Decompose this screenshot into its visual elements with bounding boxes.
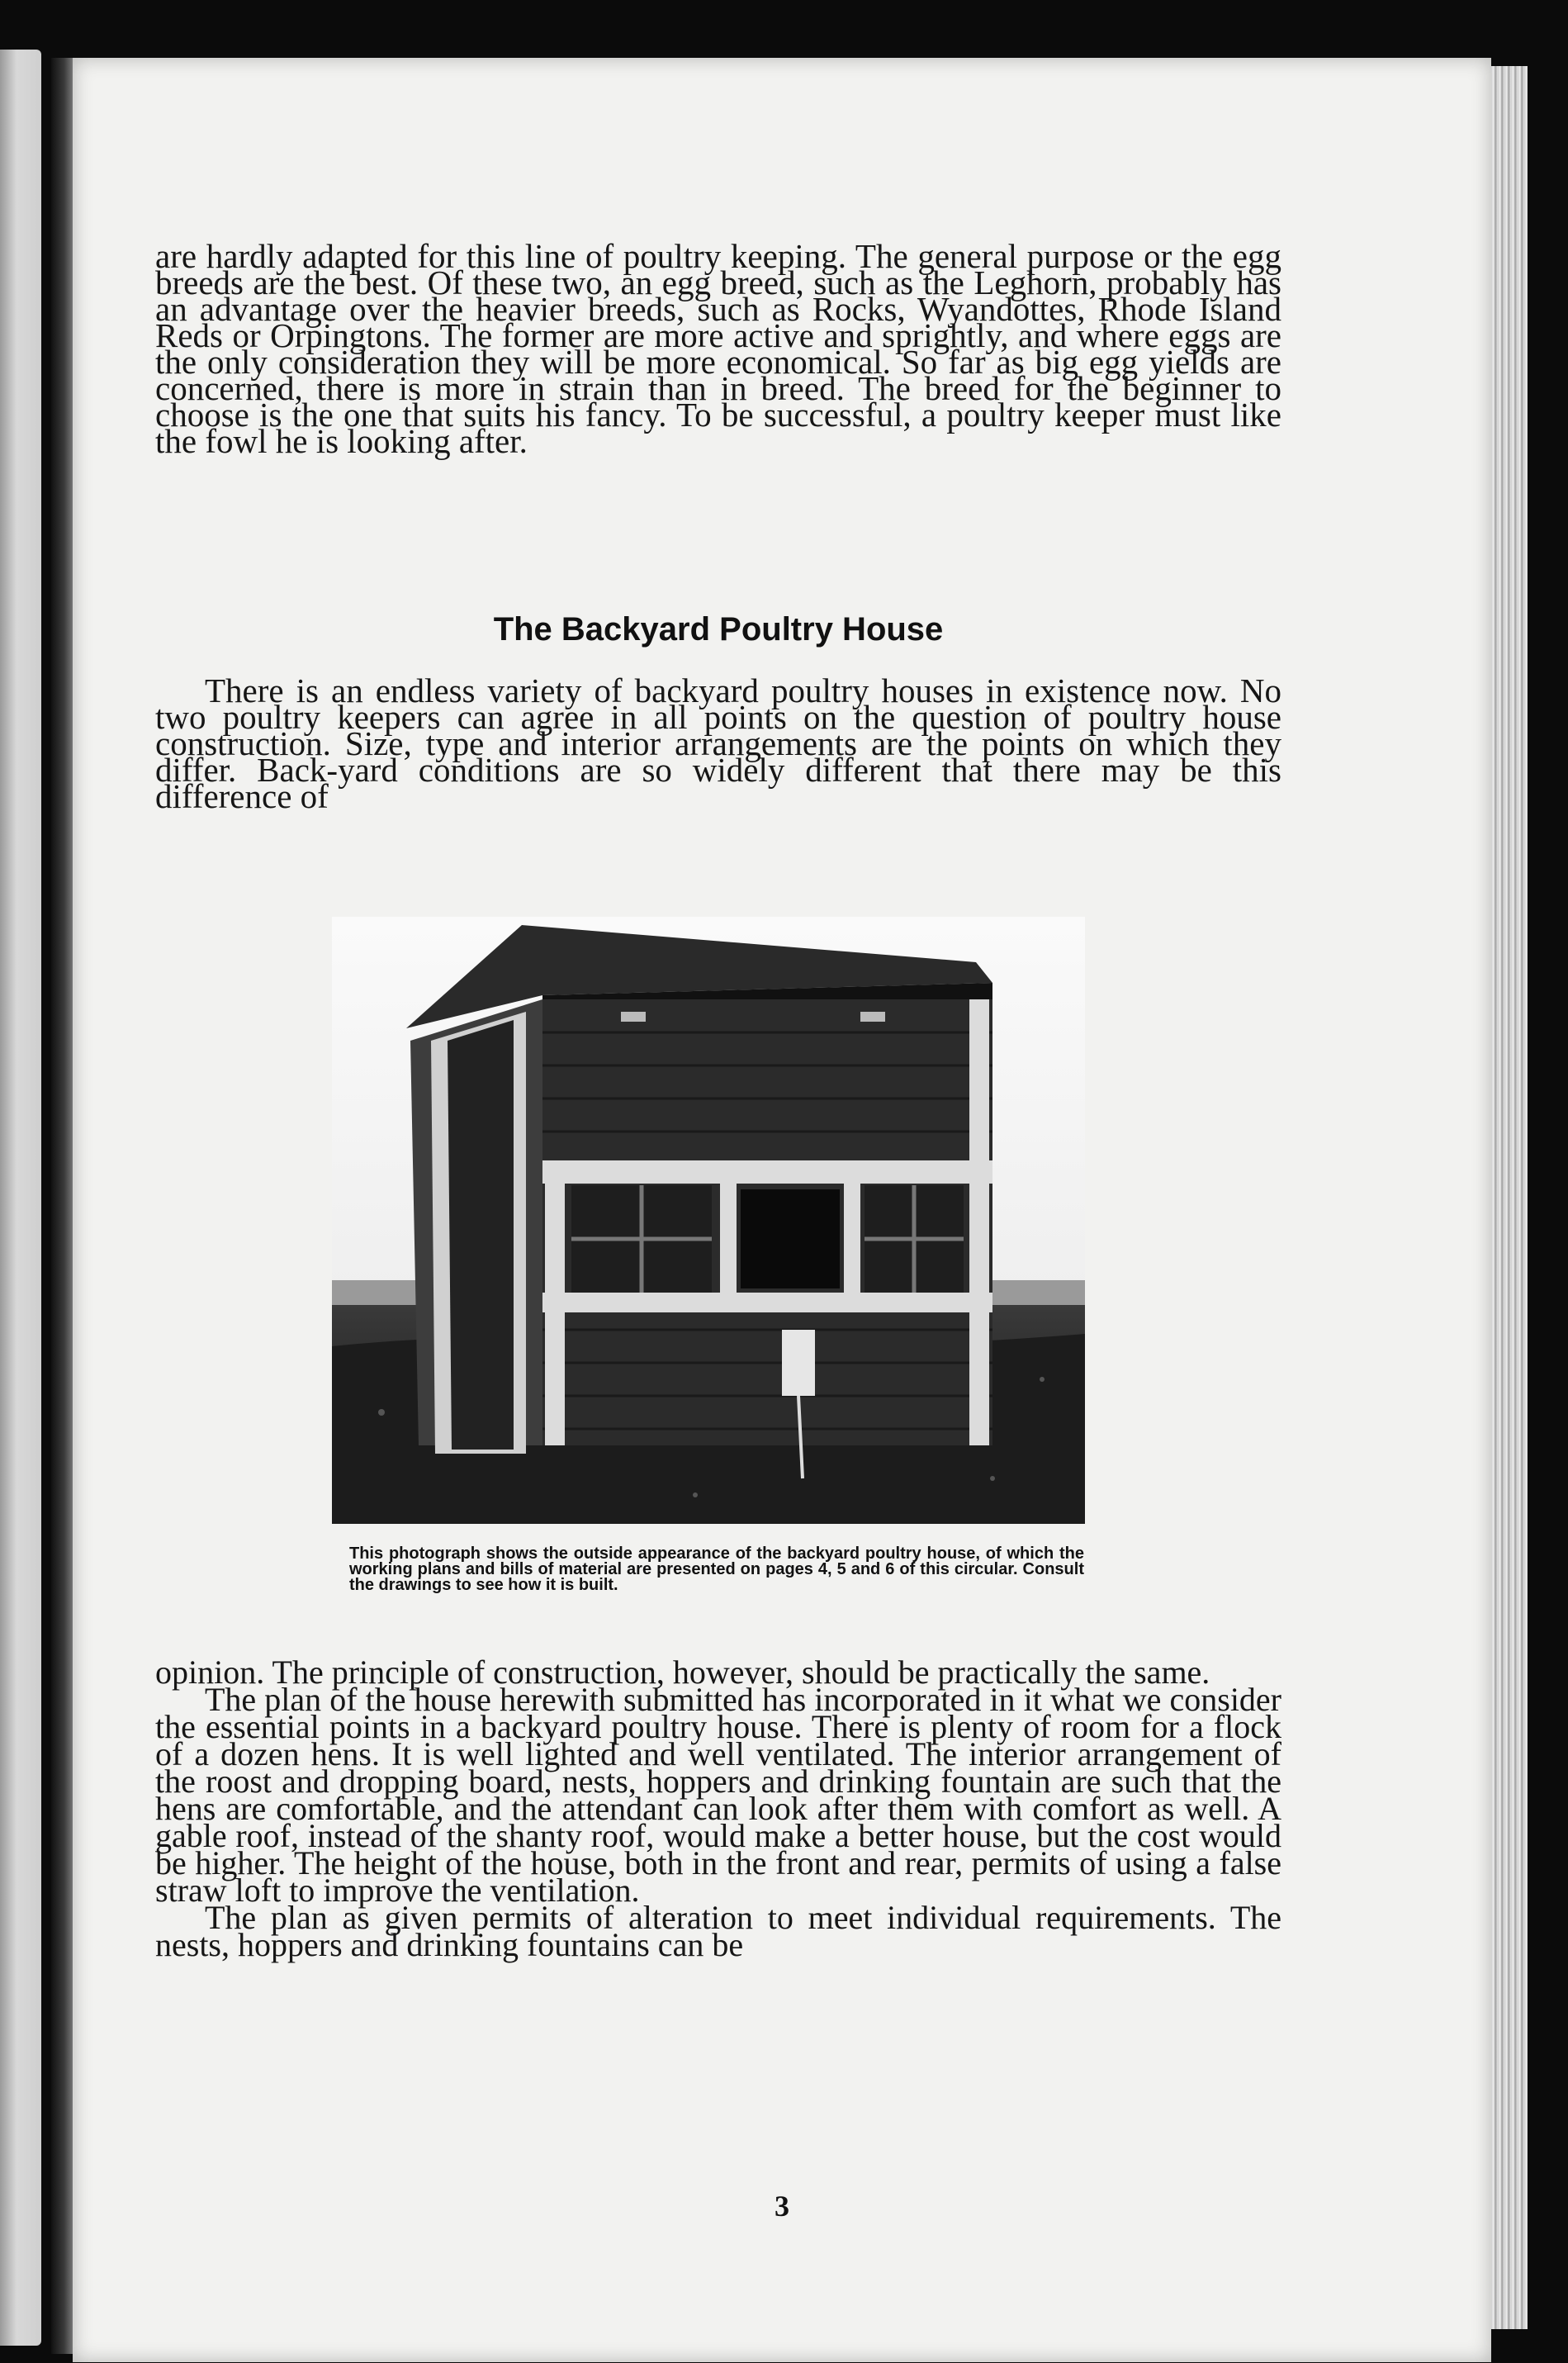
- intro-paragraph: are hardly adapted for this line of poultry keeping. The general purpose or the egg breeds are the best. Of these two, an egg breed, such as the Leghorn, probably has an advantage over the heavier breeds, such as Rocks, Wyandottes, Rhode Island Reds or Orpingtons. The former are more active and sprightly, and where eggs are the only consideration they will be more economical. So far as big egg yields are concerned, there is more in strain than in breed. The breed for the beginner to choose is the one that suits his fancy. To be successful, a poultry keeper must like the fowl he is looking after.: [155, 237, 1281, 460]
- intro-paragraph-block: [155, 237, 1281, 460]
- section2-block: [155, 1654, 1281, 1963]
- book-gutter: [51, 58, 73, 2354]
- section2-paragraph: The plan as given permits of alteration to meet individual requirements. The nests, hoppers and drinking fountains can be: [155, 1899, 1281, 1963]
- book-page: [73, 58, 1491, 2362]
- photo-caption: This photograph shows the outside appearance of the backyard poultry house, of which the working plans and bills of material are presented on pages 4, 5 and 6 of this circular. Consult the drawings to see how it is built.: [349, 1544, 1084, 1594]
- page-stack-edge: [1491, 66, 1528, 2329]
- poultry-house-illustration: [332, 917, 1085, 1524]
- section1-block: [155, 671, 1281, 815]
- section1-paragraph: There is an endless variety of backyard poultry houses in existence now. No two poultry keepers can agree in all points on the question of poultry house construction. Size, type and interior arrangements are the points on which they differ. Back-yard conditions are so widely different that there may be this difference of: [155, 671, 1281, 815]
- poultry-house-photo: [332, 917, 1085, 1524]
- section2-paragraph: The plan of the house herewith submitted has incorporated in it what we consider the essential points in a backyard poultry house. There is plenty of room for a flock of a dozen hens. It is well lighted and well ventilated. The interior arrangement of the roost and dropping board, nests, hoppers and drinking fountain are such that the hens are comfortable, and the attendant can look after them with comfort as well. A gable roof, instead of the shanty roof, would make a better house, but the cost would be higher. The height of the house, both in the front and rear, permits of using a false straw loft to improve the ventilation.: [155, 1681, 1281, 1909]
- section-heading: The Backyard Poultry House: [493, 611, 944, 648]
- page-number: 3: [775, 2190, 789, 2223]
- section2-paragraph: opinion. The principle of construction, however, should be practically the same.: [155, 1654, 1210, 1691]
- adjacent-page-edge: [0, 50, 41, 2346]
